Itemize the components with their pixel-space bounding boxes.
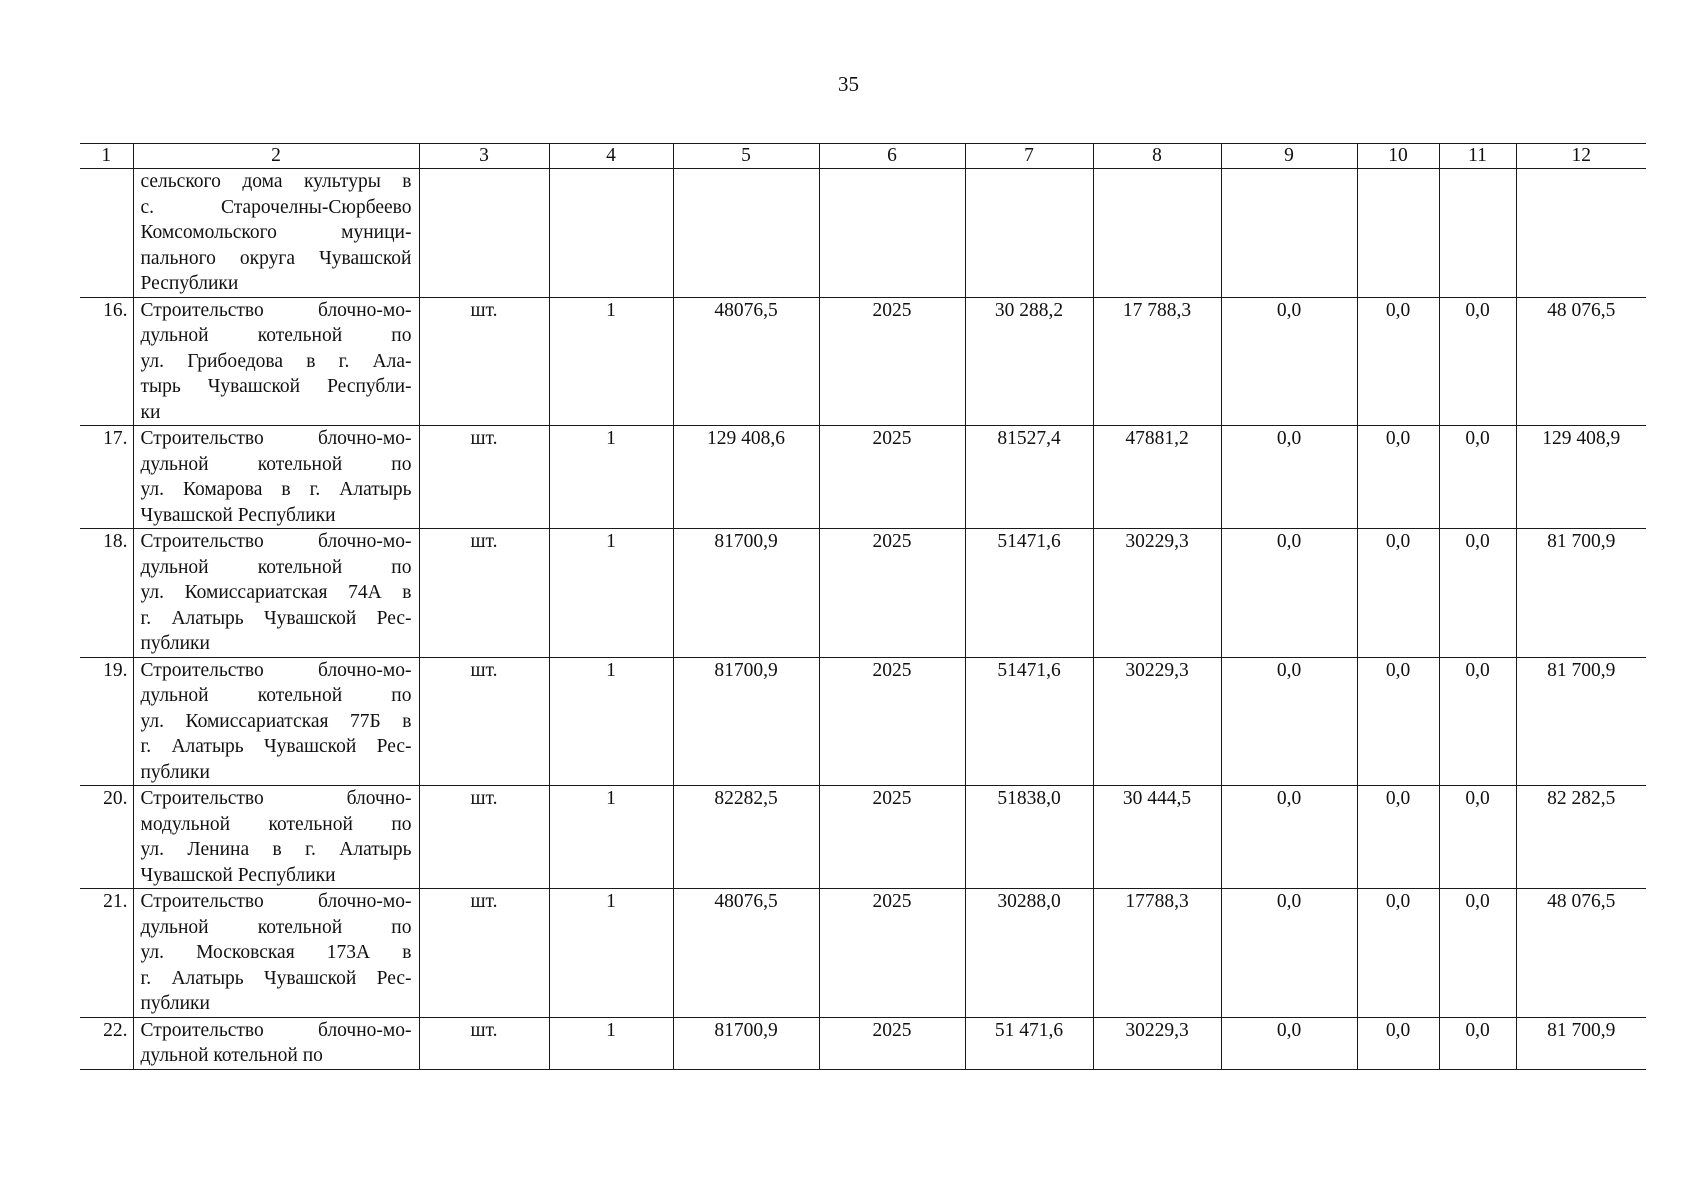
column-header: 2 <box>133 144 419 169</box>
table-row <box>80 426 1646 529</box>
table-row <box>80 169 1646 298</box>
unit-cell: шт. <box>419 297 549 426</box>
col10-cell: 0,0 <box>1357 889 1439 1018</box>
quantity-cell: 1 <box>549 889 673 1018</box>
column-header: 10 <box>1357 144 1439 169</box>
col8-cell: 47881,2 <box>1093 426 1221 529</box>
project-name-line: дульной котельной по <box>140 685 412 706</box>
col8-cell: 17788,3 <box>1093 889 1221 1018</box>
col7-cell: 30 288,2 <box>965 297 1093 426</box>
project-name-line: ул. Ленина в г. Алатырь <box>140 839 412 860</box>
col10-cell: 0,0 <box>1357 529 1439 658</box>
col8-cell: 30229,3 <box>1093 529 1221 658</box>
row-number <box>80 169 133 298</box>
column-header: 6 <box>819 144 965 169</box>
project-name-line: публики <box>140 633 210 654</box>
project-name-line: дульной котельной по <box>140 325 412 346</box>
col7-cell: 51 471,6 <box>965 1017 1093 1069</box>
project-name <box>133 889 419 1018</box>
unit-cell: шт. <box>419 889 549 1018</box>
project-name <box>133 657 419 786</box>
unit-cell: шт. <box>419 657 549 786</box>
year-cell: 2025 <box>819 1017 965 1069</box>
project-name-line: Строительство блочно-мо- <box>140 891 412 912</box>
row-number: 19. <box>80 657 133 786</box>
project-name <box>133 426 419 529</box>
project-name-line: Чувашской Республики <box>140 864 336 886</box>
col11-cell <box>1439 169 1516 298</box>
row-number: 18. <box>80 529 133 658</box>
col11-cell: 0,0 <box>1439 297 1516 426</box>
col8-cell: 30229,3 <box>1093 657 1221 786</box>
col9-cell: 0,0 <box>1221 426 1357 529</box>
project-name-line: Строительство блочно- <box>140 788 412 809</box>
data-table <box>80 143 1646 1070</box>
quantity-cell: 1 <box>549 426 673 529</box>
year-cell: 2025 <box>819 786 965 889</box>
col11-cell: 0,0 <box>1439 529 1516 658</box>
col9-cell <box>1221 169 1357 298</box>
col5-cell: 81700,9 <box>673 529 819 658</box>
quantity-cell: 1 <box>549 1017 673 1069</box>
col12-cell: 81 700,9 <box>1516 1017 1646 1069</box>
unit-cell: шт. <box>419 1017 549 1069</box>
quantity-cell: 1 <box>549 529 673 658</box>
quantity-cell: 1 <box>549 657 673 786</box>
table-row <box>80 889 1646 1018</box>
project-name-line: г. Алатырь Чувашской Рес- <box>140 967 412 989</box>
unit-cell: шт. <box>419 786 549 889</box>
unit-cell: шт. <box>419 426 549 529</box>
col7-cell: 51471,6 <box>965 657 1093 786</box>
page-number: 35 <box>838 72 859 96</box>
quantity-cell: 1 <box>549 297 673 426</box>
col10-cell: 0,0 <box>1357 426 1439 529</box>
col12-cell <box>1516 169 1646 298</box>
column-number-header-row <box>80 144 1646 169</box>
table-row <box>80 529 1646 658</box>
table-body <box>80 169 1646 1070</box>
quantity-cell: 1 <box>549 786 673 889</box>
row-number: 16. <box>80 297 133 426</box>
col7-cell: 81527,4 <box>965 426 1093 529</box>
col7-cell <box>965 169 1093 298</box>
column-header: 1 <box>80 144 133 169</box>
project-name-line: дульной котельной по <box>140 556 412 578</box>
project-name <box>133 786 419 889</box>
col9-cell: 0,0 <box>1221 297 1357 426</box>
project-name-line: ул. Комиссариатская 74А в <box>140 582 412 603</box>
table-row <box>80 1017 1646 1069</box>
col10-cell <box>1357 169 1439 298</box>
col11-cell: 0,0 <box>1439 889 1516 1018</box>
col9-cell: 0,0 <box>1221 1017 1357 1069</box>
col5-cell <box>673 169 819 298</box>
project-name-line: ул. Грибоедова в г. Ала- <box>140 350 412 372</box>
col5-cell: 48076,5 <box>673 297 819 426</box>
column-header: 8 <box>1093 144 1221 169</box>
project-name-line: модульной котельной по <box>140 813 412 835</box>
project-name-line: пального округа Чувашской <box>140 247 412 269</box>
col11-cell: 0,0 <box>1439 786 1516 889</box>
project-name <box>133 297 419 426</box>
col10-cell: 0,0 <box>1357 657 1439 786</box>
project-name-line: ки <box>140 401 161 423</box>
year-cell: 2025 <box>819 529 965 658</box>
col12-cell: 48 076,5 <box>1516 889 1646 1018</box>
row-number: 22. <box>80 1017 133 1069</box>
col11-cell: 0,0 <box>1439 426 1516 529</box>
project-name <box>133 1017 419 1069</box>
quantity-cell <box>549 169 673 298</box>
unit-cell <box>419 169 549 298</box>
project-name-line: ул. Комарова в г. Алатырь <box>140 479 412 500</box>
project-name-line: г. Алатырь Чувашской Рес- <box>140 607 412 629</box>
table-row <box>80 786 1646 889</box>
project-name-line: Чувашской Республики <box>140 504 336 526</box>
col10-cell: 0,0 <box>1357 297 1439 426</box>
col12-cell: 48 076,5 <box>1516 297 1646 426</box>
project-name-line: ул. Комиссариатская 77Б в <box>140 710 412 732</box>
table-row <box>80 657 1646 786</box>
col11-cell: 0,0 <box>1439 657 1516 786</box>
unit-cell: шт. <box>419 529 549 658</box>
row-number: 20. <box>80 786 133 889</box>
col10-cell: 0,0 <box>1357 786 1439 889</box>
year-cell: 2025 <box>819 889 965 1018</box>
project-name <box>133 169 419 298</box>
project-name <box>133 529 419 658</box>
col8-cell: 30 444,5 <box>1093 786 1221 889</box>
project-name-line: публики <box>140 993 210 1014</box>
col12-cell: 82 282,5 <box>1516 786 1646 889</box>
year-cell: 2025 <box>819 426 965 529</box>
col7-cell: 51471,6 <box>965 529 1093 658</box>
project-name-line: дульной котельной по <box>140 453 412 475</box>
project-name-line: Строительство блочно-мо- <box>140 299 412 321</box>
row-number: 17. <box>80 426 133 529</box>
col7-cell: 30288,0 <box>965 889 1093 1018</box>
project-name-line: дульной котельной по <box>140 1045 323 1066</box>
year-cell: 2025 <box>819 297 965 426</box>
column-header: 3 <box>419 144 549 169</box>
col12-cell: 81 700,9 <box>1516 529 1646 658</box>
col8-cell: 17 788,3 <box>1093 297 1221 426</box>
col5-cell: 48076,5 <box>673 889 819 1018</box>
col9-cell: 0,0 <box>1221 786 1357 889</box>
col8-cell: 30229,3 <box>1093 1017 1221 1069</box>
year-cell <box>819 169 965 298</box>
col9-cell: 0,0 <box>1221 889 1357 1018</box>
col7-cell: 51838,0 <box>965 786 1093 889</box>
col10-cell: 0,0 <box>1357 1017 1439 1069</box>
year-cell: 2025 <box>819 657 965 786</box>
project-name-line: Строительство блочно-мо- <box>140 531 412 552</box>
table-row <box>80 297 1646 426</box>
project-name-line: публики <box>140 761 210 783</box>
project-name-line: дульной котельной по <box>140 916 412 938</box>
project-name-line: Строительство блочно-мо- <box>140 428 412 449</box>
col5-cell: 129 408,6 <box>673 426 819 529</box>
col9-cell: 0,0 <box>1221 529 1357 658</box>
project-name-line: Строительство блочно-мо- <box>140 1019 412 1041</box>
row-number: 21. <box>80 889 133 1018</box>
column-header: 5 <box>673 144 819 169</box>
project-name-line: г. Алатырь Чувашской Рес- <box>140 736 412 757</box>
project-name-line: ул. Московская 173А в <box>140 942 412 963</box>
project-name-line: сельского дома культуры в <box>140 171 412 192</box>
column-header: 11 <box>1439 144 1516 169</box>
col12-cell: 129 408,9 <box>1516 426 1646 529</box>
column-header: 9 <box>1221 144 1357 169</box>
col5-cell: 81700,9 <box>673 1017 819 1069</box>
project-name-line: Строительство блочно-мо- <box>140 659 412 681</box>
project-name-line: с. Старочелны-Сюрбеево <box>140 196 412 218</box>
project-name-line: Республики <box>140 273 239 294</box>
column-header: 12 <box>1516 144 1646 169</box>
col9-cell: 0,0 <box>1221 657 1357 786</box>
project-name-line: тырь Чувашской Республи- <box>140 376 412 397</box>
col11-cell: 0,0 <box>1439 1017 1516 1069</box>
column-header: 7 <box>965 144 1093 169</box>
column-header: 4 <box>549 144 673 169</box>
col5-cell: 82282,5 <box>673 786 819 889</box>
project-name-line: Комсомольского муници- <box>140 222 412 243</box>
col5-cell: 81700,9 <box>673 657 819 786</box>
col12-cell: 81 700,9 <box>1516 657 1646 786</box>
col8-cell <box>1093 169 1221 298</box>
